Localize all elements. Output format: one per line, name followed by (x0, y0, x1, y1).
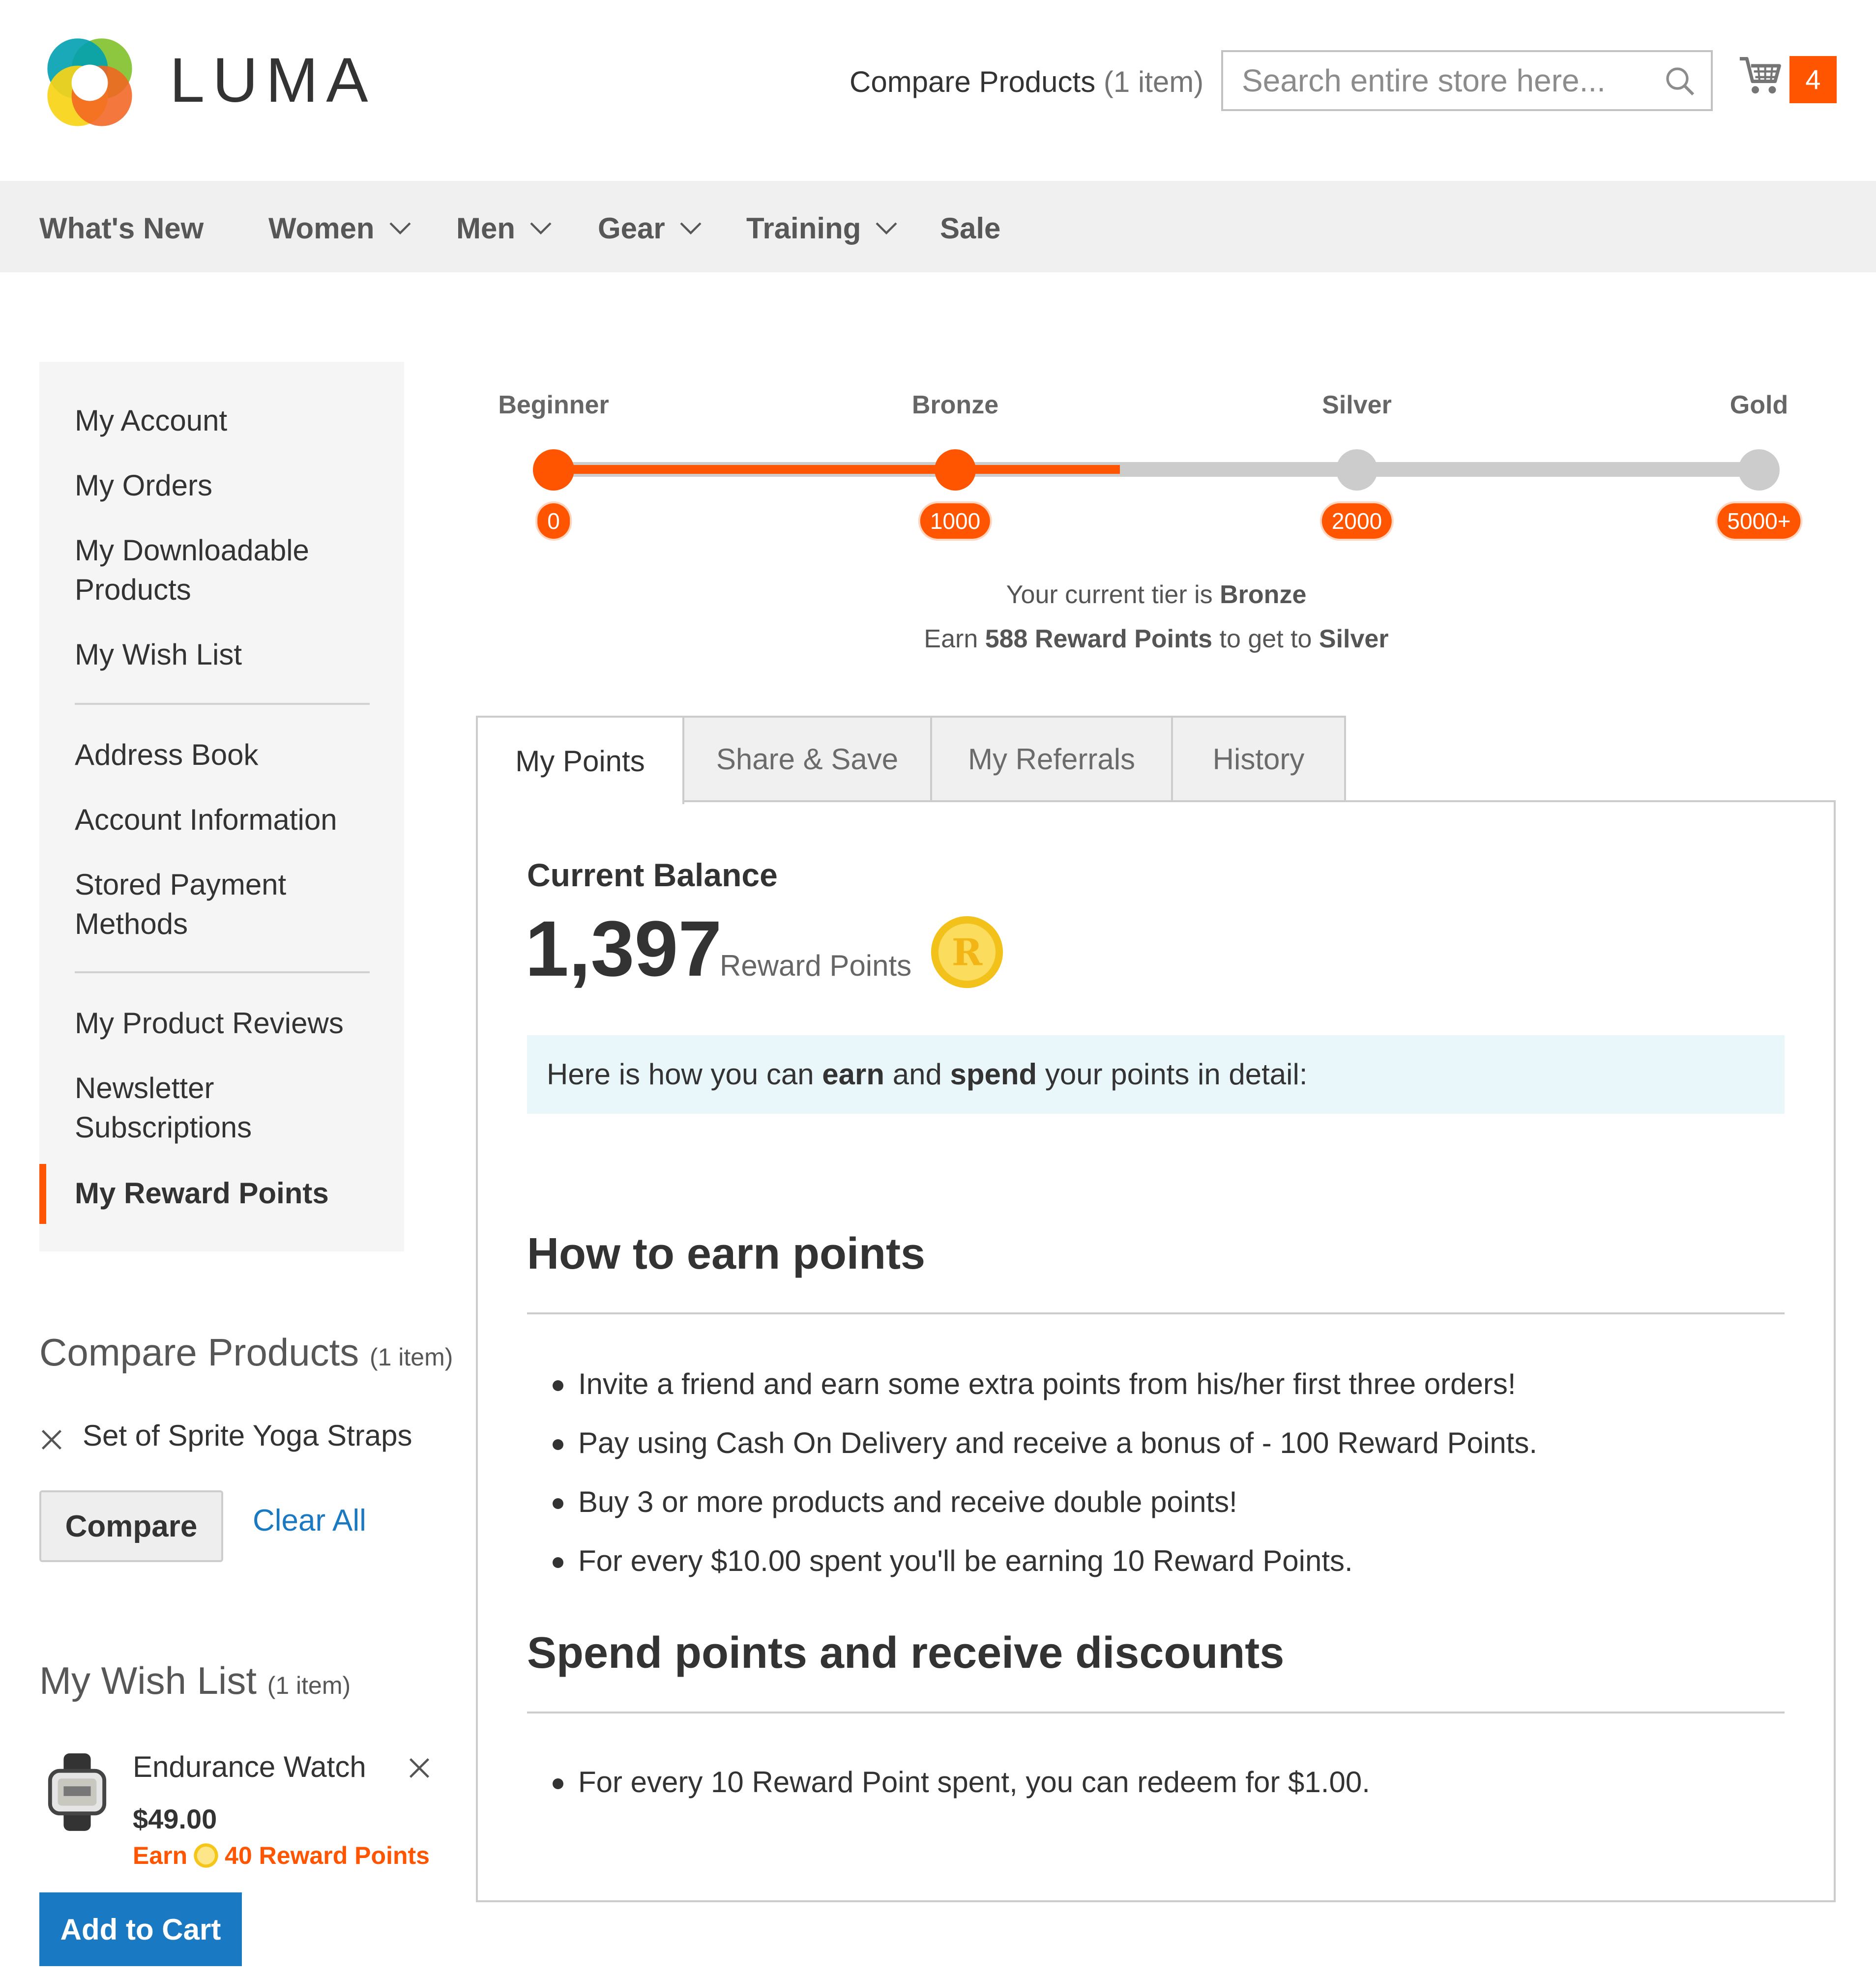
compare-block-count: (1 item) (369, 1343, 453, 1371)
list-item: For every 10 Reward Point spent, you can redeem for $1.00. (578, 1753, 1370, 1812)
sidebar-item-address-book[interactable]: Address Book (75, 738, 259, 771)
tab-share-save[interactable]: Share & Save (682, 716, 932, 802)
sidebar-active-indicator (39, 1164, 46, 1224)
nav-item-label: Training (746, 212, 861, 245)
next-tier-name: Silver (1319, 625, 1389, 653)
reward-coin-icon (193, 1843, 219, 1868)
nav-item-whats-new[interactable] (39, 211, 204, 245)
tier-threshold-badge: 2000 (1322, 503, 1392, 539)
current-tier-name: Bronze (1220, 581, 1307, 609)
next-tier-status (554, 624, 1759, 654)
wishlist-block-title-text: My Wish List (39, 1659, 257, 1702)
clear-all-link[interactable]: Clear All (253, 1504, 366, 1538)
nav-item-gear[interactable] (598, 211, 702, 245)
nav-item-label: What's New (39, 212, 204, 245)
chevron-down-icon (876, 222, 897, 235)
section-divider (527, 1712, 1785, 1713)
search-box (1221, 50, 1713, 111)
list-item: For every $10.00 spent you'll be earning 10 Reward Points. (578, 1532, 1537, 1591)
sidebar-item-my-wish-list[interactable]: My Wish List (75, 638, 242, 671)
tier-dot-gold (1738, 449, 1780, 491)
info-spend-word: spend (950, 1058, 1037, 1091)
cart-icon[interactable] (1738, 53, 1784, 98)
balance-unit: Reward Points (720, 949, 912, 982)
tab-my-points[interactable]: My Points (476, 716, 684, 804)
current-tier-status (554, 580, 1759, 610)
tier-label-silver: Silver (1322, 391, 1392, 419)
spend-section-heading: Spend points and receive discounts (527, 1628, 1285, 1678)
header-compare-link[interactable] (850, 65, 1203, 99)
sidebar-item-stored-payment-methods[interactable]: Stored Payment Methods (75, 868, 287, 940)
list-item: Invite a friend and earn some extra points from his/her first three orders! (578, 1355, 1537, 1414)
spend-bullet-list (578, 1753, 1370, 1812)
nav-item-label: Gear (598, 212, 665, 245)
compare-button[interactable]: Compare (39, 1490, 223, 1562)
list-item: Pay using Cash On Delivery and receive a bonus of - 100 Reward Points. (578, 1414, 1537, 1473)
tier-label-gold: Gold (1729, 391, 1788, 419)
sidebar-item-my-downloadable-products[interactable]: My Downloadable Products (75, 534, 309, 606)
nav-item-label: Sale (940, 212, 1001, 245)
cart-count-badge[interactable]: 4 (1789, 56, 1837, 103)
wishlist-item-price: $49.00 (133, 1803, 217, 1834)
tier-threshold-badge: 5000+ (1717, 503, 1800, 539)
sidebar-item-my-product-reviews[interactable]: My Product Reviews (75, 1007, 344, 1040)
search-input[interactable] (1223, 52, 1646, 109)
remove-compare-item-icon[interactable] (40, 1428, 63, 1451)
header-compare-count: (1 item) (1103, 65, 1204, 98)
info-earn-word: earn (822, 1058, 885, 1091)
wishlist-block-title (39, 1658, 351, 1703)
nav-item-training[interactable] (746, 211, 897, 245)
earn-bullet-list (578, 1355, 1537, 1591)
nav-item-label: Men (456, 212, 515, 245)
tab-my-referrals[interactable]: My Referrals (930, 716, 1173, 802)
earn-middle: to get to (1219, 625, 1312, 653)
info-text-2: and (892, 1058, 942, 1091)
earn-prefix: Earn (924, 625, 978, 653)
list-item: Buy 3 or more products and receive double points! (578, 1473, 1537, 1532)
compare-block-title-text: Compare Products (39, 1331, 359, 1374)
points-needed: 588 Reward Points (985, 625, 1213, 653)
wishlist-item-name[interactable]: Endurance Watch (133, 1750, 366, 1783)
header-compare-label: Compare Products (850, 65, 1096, 98)
logo-text[interactable]: LUMA (170, 45, 376, 116)
balance-title: Current Balance (527, 857, 778, 893)
sidebar-item-newsletter-subscriptions[interactable]: Newsletter Subscriptions (75, 1072, 252, 1144)
sidebar-divider (75, 971, 370, 973)
add-to-cart-button[interactable]: Add to Cart (39, 1892, 242, 1966)
remove-wishlist-item-icon[interactable] (408, 1757, 431, 1779)
tier-status-prefix: Your current tier is (1006, 581, 1213, 609)
tier-label-bronze: Bronze (911, 391, 999, 419)
tier-threshold-badge: 1000 (920, 503, 990, 539)
earn-label: Earn (133, 1842, 188, 1869)
tier-progress-fill (554, 465, 1120, 474)
nav-item-men[interactable] (456, 211, 552, 245)
nav-item-label: Women (268, 212, 375, 245)
earn-section-heading: How to earn points (527, 1229, 925, 1278)
tier-label-beginner: Beginner (498, 391, 609, 419)
sidebar-item-my-orders[interactable]: My Orders (75, 469, 213, 502)
info-text-1: Here is how you can (547, 1058, 814, 1091)
nav-item-women[interactable] (268, 211, 411, 245)
chevron-down-icon (680, 222, 702, 235)
tier-dot-silver (1336, 449, 1378, 491)
balance-value: 1,397 (525, 904, 722, 992)
chevron-down-icon (530, 222, 552, 235)
tier-dot-beginner (533, 449, 574, 491)
reward-coin-icon (930, 915, 1004, 989)
search-icon[interactable] (1665, 66, 1696, 97)
earn-points-value: 40 Reward Points (225, 1842, 430, 1869)
chevron-down-icon (389, 222, 411, 235)
svg-text:R: R (951, 930, 983, 974)
wishlist-block-count: (1 item) (267, 1672, 351, 1699)
sidebar-divider (75, 703, 370, 705)
sidebar-item-account-information[interactable]: Account Information (75, 803, 337, 836)
points-info-box (527, 1035, 1785, 1114)
wishlist-earn-points (133, 1841, 430, 1870)
info-text-3: your points in detail: (1045, 1058, 1308, 1091)
tier-dot-bronze (935, 449, 976, 491)
section-divider (527, 1312, 1785, 1314)
tier-threshold-badge: 0 (537, 503, 570, 539)
nav-item-sale[interactable] (940, 211, 1000, 245)
watch-product-image[interactable] (44, 1753, 110, 1831)
compare-block-title (39, 1330, 453, 1375)
sidebar-item-my-reward-points[interactable]: My Reward Points (75, 1177, 329, 1210)
compare-item-name[interactable]: Set of Sprite Yoga Straps (83, 1419, 412, 1452)
luma-logo-icon[interactable] (39, 33, 140, 134)
sidebar-item-my-account[interactable]: My Account (75, 404, 228, 437)
tab-history[interactable]: History (1171, 716, 1346, 802)
